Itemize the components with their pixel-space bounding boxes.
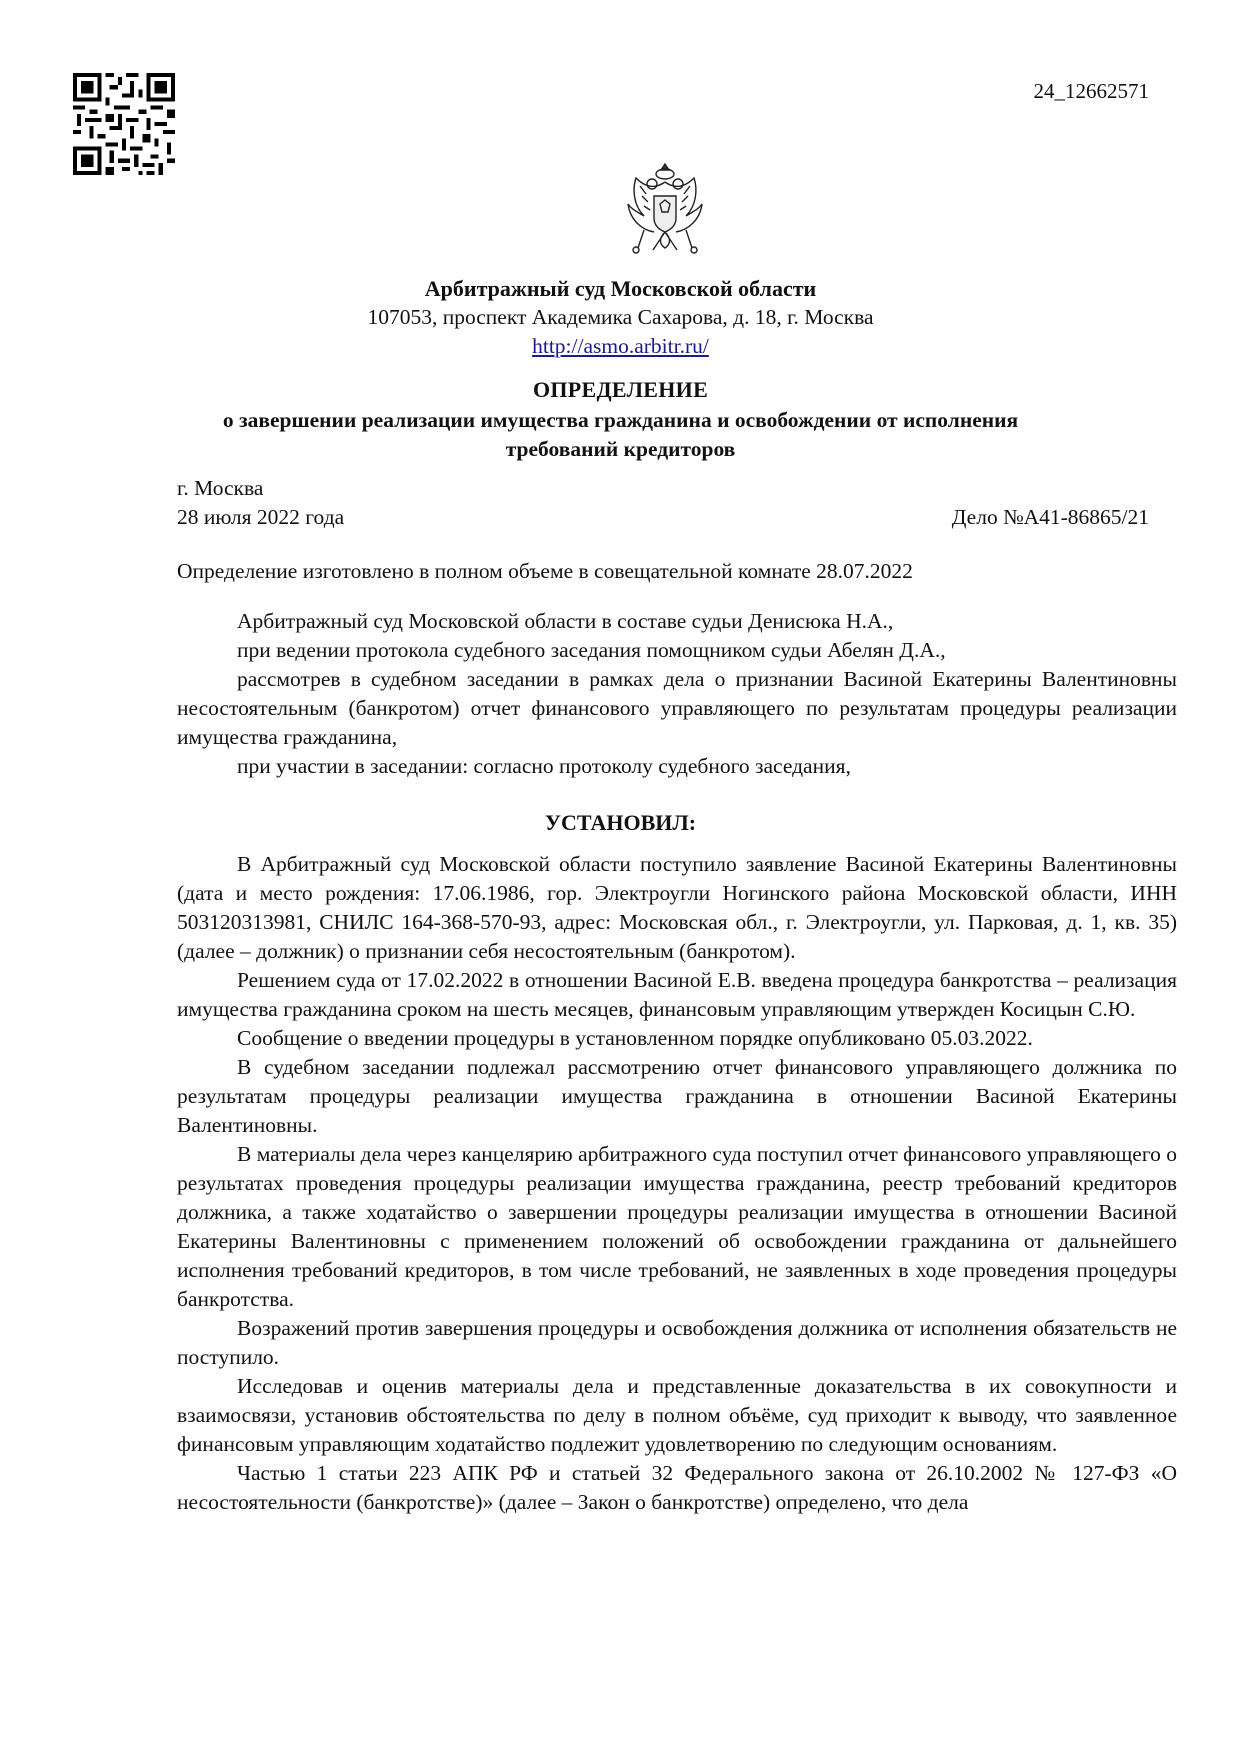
document-id: 24_12662571 (1033, 79, 1149, 103)
body-paragraph: Частью 1 статьи 223 АПК РФ и статьей 32 Федерального закона от 26.10.2002 № 127-ФЗ «О несостоятельности (банкротстве)» (далее – Закон о банкротстве) определено, что дела (177, 1461, 1177, 1514)
city: г. Москва (177, 476, 264, 500)
court-name: Арбитражный суд Московской области (424, 276, 817, 301)
case-number: Дело №А41-86865/21 (951, 505, 1149, 529)
body-paragraph: В судебном заседании подлежал рассмотрению отчет финансового управляющего должника по результатам процедуры реализации имущества гражданина в отношении Васиной Екатерины Валентиновны. (177, 1055, 1177, 1137)
body-paragraph: Исследовав и оценив материалы дела и представленные доказательства в их совокупности и взаимосвязи, установив обстоятельства по делу в полном объёме, суд приходит к выводу, что заявленное финансовым управляющим ходатайство подлежит удовлетворению по следующим основаниям. (177, 1374, 1177, 1456)
intro-section (177, 607, 1177, 781)
body-paragraph: В Арбитражный суд Московской области поступило заявление Васиной Екатерины Валентиновны (дата и место рождения: 17.06.1986, гор. Электроугли Ногинского района Московской области, ИНН 503120313981, СНИЛС 164-368-570-93, адрес: Московская обл., г. Электроугли, ул. Парковая, д. 1, кв. 35) (далее – должник) о признании себя несостоятельным (банкротом). (177, 852, 1177, 963)
established-heading: УСТАНОВИЛ: (544, 810, 697, 835)
coat-of-arms-icon (624, 160, 706, 260)
document-type: ОПРЕДЕЛЕНИЕ (532, 377, 709, 402)
intro-paragraph: рассмотрев в судебном заседании в рамках дела о признании Васиной Екатерины Валентиновны несостоятельным (банкротом) отчет финансового управляющего по результатам процедуры реализации имущества гражданина, (177, 667, 1177, 749)
intro-paragraph: Арбитражный суд Московской области в составе судьи Денисюка Н.А., (237, 609, 894, 633)
document-subject: о завершении реализации имущества гражданина и освобождении от исполнения требований кредиторов (222, 408, 1019, 461)
intro-paragraph: при ведении протокола судебного заседания помощником судьи Абелян Д.А., (237, 638, 946, 662)
court-website-link[interactable]: http://asmo.arbitr.ru/ (532, 334, 709, 358)
preparation-note: Определение изготовлено в полном объеме в совещательной комнате 28.07.2022 (177, 559, 913, 583)
body-paragraph: В материалы дела через канцелярию арбитражного суда поступил отчет финансового управляющего о результатах проведения процедуры реализации имущества гражданина, реестр требований кредиторов должника, а также ходатайство о завершении процедуры реализации имущества в отношении Васиной Екатерины Валентиновны с применением положений об освобождении гражданина от дальнейшего исполнения требований кредиторов, в том числе требований, не заявленных в ходе проведения процедуры банкротства. (177, 1142, 1177, 1311)
body-paragraph: Возражений против завершения процедуры и освобождения должника от исполнения обязательств не поступило. (177, 1316, 1177, 1369)
court-address: 107053, проспект Академика Сахарова, д. 18, г. Москва (367, 305, 874, 329)
qr-code (73, 73, 175, 175)
main-section (177, 850, 1177, 1517)
body-paragraph: Решением суда от 17.02.2022 в отношении Васиной Е.В. введена процедура банкротства – реализация имущества гражданина сроком на шесть месяцев, финансовым управляющим утвержден Косицын С.Ю. (177, 968, 1177, 1021)
body-paragraph: Сообщение о введении процедуры в установленном порядке опубликовано 05.03.2022. (237, 1026, 1033, 1050)
intro-paragraph: при участии в заседании: согласно протоколу судебного заседания, (237, 754, 851, 778)
document-date: 28 июля 2022 года (177, 505, 345, 529)
